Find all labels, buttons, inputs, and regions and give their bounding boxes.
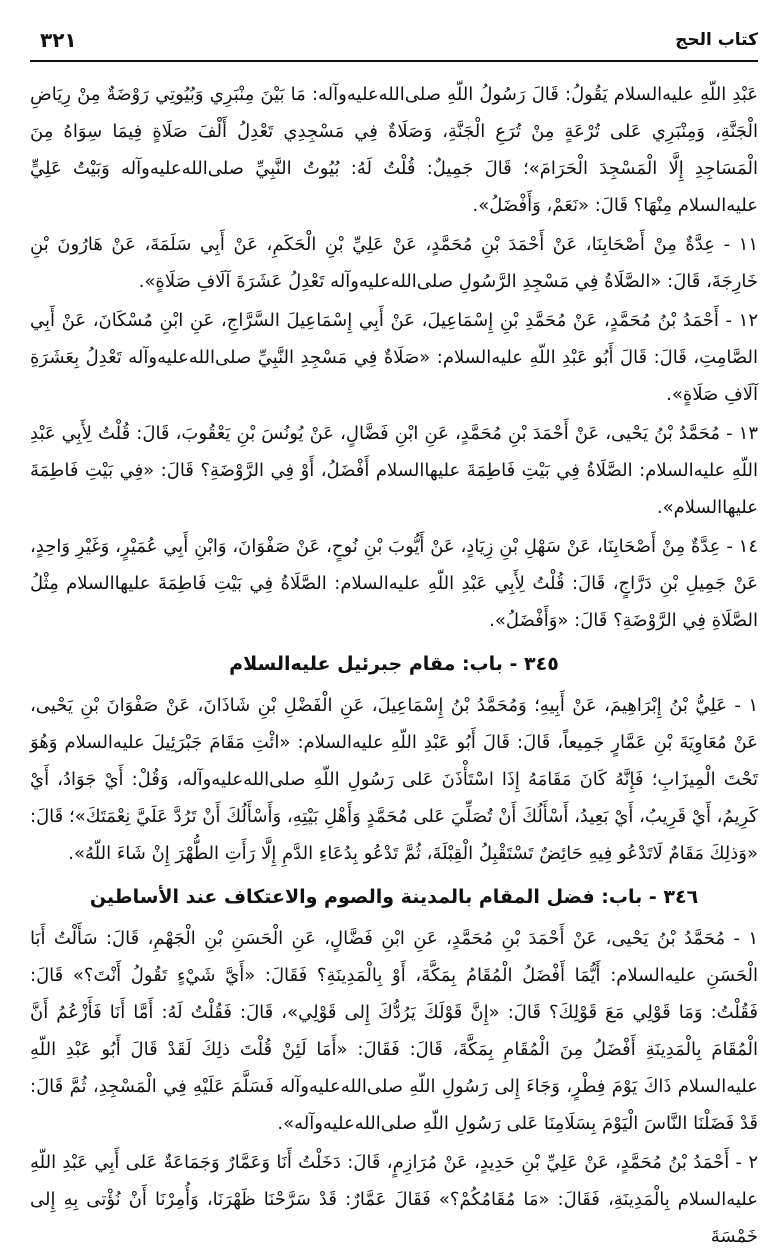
page-body (30, 76, 758, 1255)
running-header (30, 28, 758, 58)
hadith-paragraph: ١ - عَلِيُّ بْنُ إِبْرَاهِيمَ، عَنْ أَبِيهِ؛ وَمُحَمَّدُ بْنُ إِسْمَاعِيلَ، عَنِ الْفَضْلِ بْنِ شَاذَانَ، عَنْ صَفْوَانَ بْنِ يَحْيى، عَنْ مُعَاوِيَةَ بْنِ عَمَّارٍ جَمِيعاً، قَالَ: قَالَ أَبُو عَبْدِ اللّهِ عليه‌السلام: «ائْتِ مَقَامَ جَبْرَئِيلَ عليه‌السلام وَهُوَ تَحْتَ الْمِيزَابِ؛ فَإِنَّهُ كَانَ مَقَامَهُ إِذَا اسْتَأْذَنَ عَلى رَسُولِ اللّهِ صلى‌الله‌عليه‌وآله، وَقُلْ: أَيْ جَوَادُ، أَيْ كَرِيمُ، أَيْ قَرِيبُ، أَيْ بَعِيدُ، أَسْأَلُكَ أَنْ تُصَلِّيَ عَلى مُحَمَّدٍ وَأَهْلِ بَيْتِهِ، وَأَسْأَلُكَ أَنْ تَرُدَّ عَلَيَّ نِعْمَتَكَ»؛ قَالَ: «وَذلِكَ مَقَامٌ لَاتَدْعُو فِيهِ حَائِضٌ تَسْتَقْبِلُ الْقِبْلَةَ، ثُمَّ تَدْعُو بِدُعَاءِ الدَّمِ إِلَّا رَأَتِ الطُّهْرَ إِنْ شَاءَ اللّهُ». (30, 695, 758, 864)
hadith-paragraph: ١١ - عِدَّةٌ مِنْ أَصْحَابِنَا، عَنْ أَحْمَدَ بْنِ مُحَمَّدٍ، عَنْ عَلِيِّ بْنِ الْحَكَمِ، عَنْ أَبِي سَلَمَةَ، عَنْ هَارُونَ بْنِ خَارِجَةَ، قَالَ: «الصَّلَاةُ فِي مَسْجِدِ الرَّسُولِ صلى‌الله‌عليه‌وآله تَعْدِلُ عَشَرَةَ آلَافِ صَلَاةٍ». (30, 234, 758, 292)
header-rule (30, 60, 758, 62)
page-number: ٣٢١ (40, 28, 77, 52)
hadith-paragraph: عَبْدِ اللّهِ عليه‌السلام يَقُولُ: قَالَ رَسُولُ اللّهِ صلى‌الله‌عليه‌وآله: مَا بَيْنَ مِنْبَرِي وَبُيُوتِي رَوْضَةٌ مِنْ رِيَاضِ الْجَنَّةِ، وَمِنْبَرِي عَلى تُرْعَةٍ مِنْ تُرَعِ الْجَنَّةِ، وَصَلَاةٌ فِي مَسْجِدِي تَعْدِلُ أَلْفَ صَلَاةٍ فِيمَا سِوَاهُ مِنَ الْمَسَاجِدِ إِلَّا الْمَسْجِدَ الْحَرَامَ»؛ قَالَ جَمِيلٌ: قُلْتُ لَهُ: بُيُوتُ النَّبِيِّ صلى‌الله‌عليه‌وآله وَبَيْتُ عَلِيٍّ عليه‌السلام مِنْهَا؟ قَالَ: «نَعَمْ، وَأَفْضَلُ». (30, 84, 758, 216)
hadith-paragraph: ١٣ - مُحَمَّدُ بْنُ يَحْيى، عَنْ أَحْمَدَ بْنِ مُحَمَّدٍ، عَنِ ابْنِ فَضَّالٍ، عَنْ يُونُسَ بْنِ يَعْقُوبَ، قَالَ: قُلْتُ لِأَبِي عَبْدِ اللّهِ عليه‌السلام: الصَّلَاةُ فِي بَيْتِ فَاطِمَةَ عليها‌السلام أَفْضَلُ، أَوْ فِي الرَّوْضَةِ؟ قَالَ: «فِي بَيْتِ فَاطِمَةَ عليها‌السلام». (30, 423, 758, 518)
hadith-paragraph: ١٢ - أَحْمَدُ بْنُ مُحَمَّدٍ، عَنْ مُحَمَّدِ بْنِ إِسْمَاعِيلَ، عَنْ أَبِي إِسْمَاعِيلَ السَّرَّاجِ، عَنِ ابْنِ مُسْكَانَ، عَنْ أَبِي الصَّامِتِ، قَالَ: قَالَ أَبُو عَبْدِ اللّهِ عليه‌السلام: «صَلَاةٌ فِي مَسْجِدِ النَّبِيِّ صلى‌الله‌عليه‌وآله تَعْدِلُ بِعَشَرَةِ آلَافِ صَلَاةٍ». (30, 310, 758, 405)
book-title: كتاب الحج (675, 30, 758, 50)
hadith-paragraph: ١٤ - عِدَّةٌ مِنْ أَصْحَابِنَا، عَنْ سَهْلِ بْنِ زِيَادٍ، عَنْ أَيُّوبَ بْنِ نُوحٍ، عَنْ صَفْوَانَ، وَابْنِ أَبِي عُمَيْرٍ، وَغَيْرِ وَاحِدٍ، عَنْ جَمِيلِ بْنِ دَرَّاجٍ، قَالَ: قُلْتُ لِأَبِي عَبْدِ اللّهِ عليه‌السلام: الصَّلَاةُ فِي بَيْتِ فَاطِمَةَ عليها‌السلام مِثْلُ الصَّلَاةِ فِي الرَّوْضَةِ؟ قَالَ: «وَأَفْضَلُ». (30, 536, 758, 631)
hadith-paragraph: ٢ - أَحْمَدُ بْنُ مُحَمَّدٍ، عَنْ عَلِيِّ بْنِ حَدِيدٍ، عَنْ مُرَازِمٍ، قَالَ: دَخَلْتُ أَنَا وَعَمَّارٌ وَجَمَاعَةٌ عَلى أَبِي عَبْدِ اللّهِ عليه‌السلام بِالْمَدِينَةِ، فَقَالَ: «مَا مُقَامُكُمْ؟» فَقَالَ عَمَّارٌ: قَدْ سَرَّحْنَا ظَهْرَنَا، وَأُمِرْنَا أَنْ نُؤْتى بِهِ إِلى خَمْسَةَ (30, 1152, 758, 1247)
hadith-paragraph: ١ - مُحَمَّدُ بْنُ يَحْيى، عَنْ أَحْمَدَ بْنِ مُحَمَّدٍ، عَنِ ابْنِ فَضَّالٍ، عَنِ الْحَسَنِ بْنِ الْجَهْمِ، قَالَ: سَأَلْتُ أَبَا الْحَسَنِ عليه‌السلام: أَيُّمَا أَفْضَلُ الْمُقَامُ بِمَكَّةَ، أَوْ بِالْمَدِينَةِ؟ فَقَالَ: «أَيَّ شَيْءٍ تَقُولُ أَنْتَ؟» قَالَ: فَقُلْتُ: وَمَا قَوْلِي مَعَ قَوْلِكَ؟ قَالَ: «إِنَّ قَوْلَكَ يَرُدُّكَ إِلى قَوْلِي»، قَالَ: فَقُلْتُ لَهُ: أَمَّا أَنَا فَأَزْعُمُ أَنَّ الْمُقَامَ بِالْمَدِينَةِ أَفْضَلُ مِنَ الْمُقَامِ بِمَكَّةَ، قَالَ: فَقَالَ: «أَمَا لَئِنْ قُلْتَ ذلِكَ لَقَدْ قَالَ أَبُو عَبْدِ اللّهِ عليه‌السلام ذَاكَ يَوْمَ فِطْرٍ، وَجَاءَ إِلى رَسُولِ اللّهِ صلى‌الله‌عليه‌وآله فَسَلَّمَ عَلَيْهِ فِي الْمَسْجِدِ، ثُمَّ قَالَ: قَدْ فَضَلْنَا النَّاسَ الْيَوْمَ بِسَلَامِنَا عَلى رَسُولِ اللّهِ صلى‌الله‌عليه‌وآله». (30, 928, 758, 1134)
chapter-heading: ٣٤٦ - باب: فضل المقام بالمدينة والصوم والاعتكاف عند الأساطين (89, 886, 699, 908)
chapter-heading: ٣٤٥ - باب: مقام جبرئيل عليه‌السلام (229, 653, 559, 675)
